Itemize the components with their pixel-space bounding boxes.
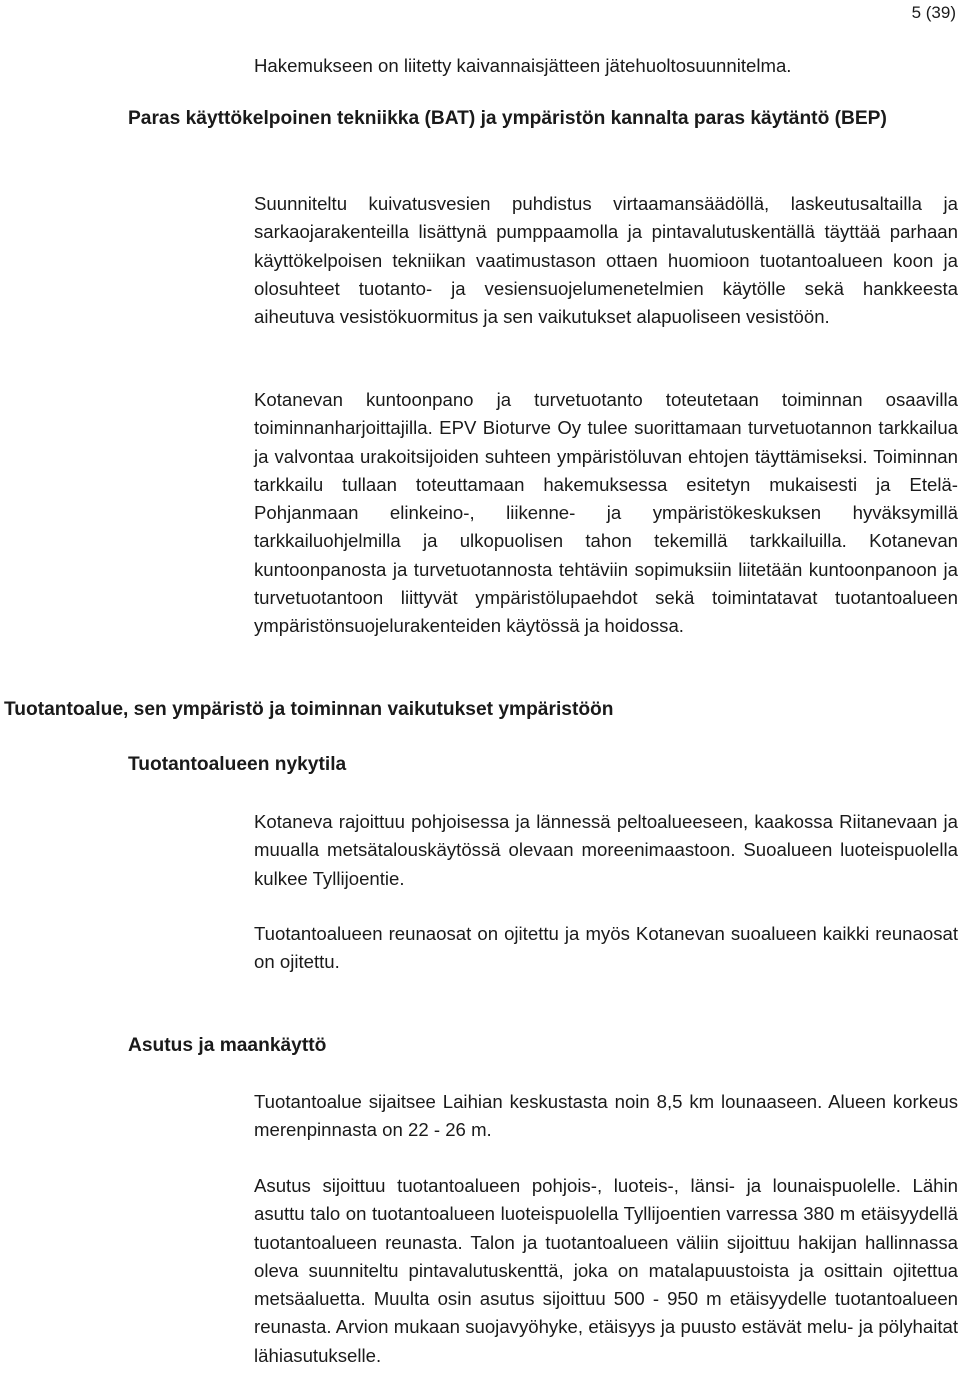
intro-line: Hakemukseen on liitetty kaivannaisjätteen jätehuoltosuunnitelma. bbox=[254, 55, 792, 76]
current-state-paragraph-2: Tuotantoalueen reunaosat on ojitettu ja myös Kotanevan suoalueen kaikki reunaosat on ojitettu. bbox=[254, 923, 958, 973]
bat-paragraph-1: Suunniteltu kuivatusvesien puhdistus virtaamansäädöllä, laskeutusaltailla ja sarkaojarakenteilla lisättynä pumppaamolla ja pintavalutuskentällä täyttää parhaan käyttökelpoisen tekniikan vaatimustason ottaen huomioon tuotantoalueen koon ja olosuhteet tuotanto- ja vesiensuojelumenetelmien käytölle sekä hankkeesta aiheutuva vesistökuormitus ja sen vaikutukset alapuoliseen vesistöön. bbox=[254, 193, 958, 328]
land-use-paragraph-2: Asutus sijoittuu tuotantoalueen pohjois-, luoteis-, länsi- ja lounaispuolelle. Lähin asuttu talo on tuotantoalueen luoteispuolella Tyllijoentien varressa 380 m etäisyydellä tuotantoalueen reunasta. Talon ja tuotantoalueen väliin sijoittuu hakijan hallinnassa oleva suunniteltu pintavalutuskenttä, joka on matalapuustoista ja osittain ojitettua metsäaluetta. Muulta osin asutus sijoittuu 500 - 950 m etäisyydelle tuotantoalueen reunasta. Arvion mukaan suojavyöhyke, etäisyys ja puusto estävät melu- ja pölyhaitat lähiasutukselle. bbox=[254, 1175, 958, 1366]
land-use-paragraph-1: Tuotantoalue sijaitsee Laihian keskustasta noin 8,5 km lounaaseen. Alueen korkeus merenpinnasta on 22 - 26 m. bbox=[254, 1091, 958, 1141]
section-heading: Tuotantoalue, sen ympäristö ja toiminnan vaikutukset ympäristöön bbox=[4, 699, 614, 720]
page-number: 5 (39) bbox=[911, 3, 956, 22]
current-state-paragraph-1: Kotaneva rajoittuu pohjoisessa ja lännessä peltoalueeseen, kaakossa Riitanevaan ja muualla metsätalouskäytössä olevaan moreenimaastoon. Suoalueen luoteispuolella kulkee Tyllijoentie. bbox=[254, 811, 958, 889]
land-use-heading: Asutus ja maankäyttö bbox=[128, 1035, 327, 1056]
current-state-heading: Tuotantoalueen nykytila bbox=[128, 754, 347, 775]
bat-paragraph-2: Kotanevan kuntoonpano ja turvetuotanto toteutetaan toiminnan osaavilla toiminnanharjoittajilla. EPV Bioturve Oy tulee suorittamaan turvetuotannon tarkkailua ja valvontaa urakoitsijoiden suhteen ympäristöluvan ehtojen täyttämiseksi. Toiminnan tarkkailu tullaan toteuttamaan hakemuksessa esitetyn mukaisesti ja Etelä-Pohjanmaan elinkeino-, liikenne- ja ympäristökeskuksen hyväksymillä tarkkailuohjelmilla ja ulkopuolisen tahon tekemillä tarkkailuilla. Kotanevan kuntoonpanosta ja turvetuotannosta tehtäviin sopimuksiin liitetään kuntoonpanoon ja turvetuotantoon liittyvät ympäristölupaehdot sekä toimintatavat tuotantoalueen ympäristönsuojelurakenteiden käytössä ja hoidossa. bbox=[254, 389, 958, 637]
bat-heading: Paras käyttökelpoinen tekniikka (BAT) ja ympäristön kannalta paras käytäntö (BEP) bbox=[128, 108, 887, 129]
